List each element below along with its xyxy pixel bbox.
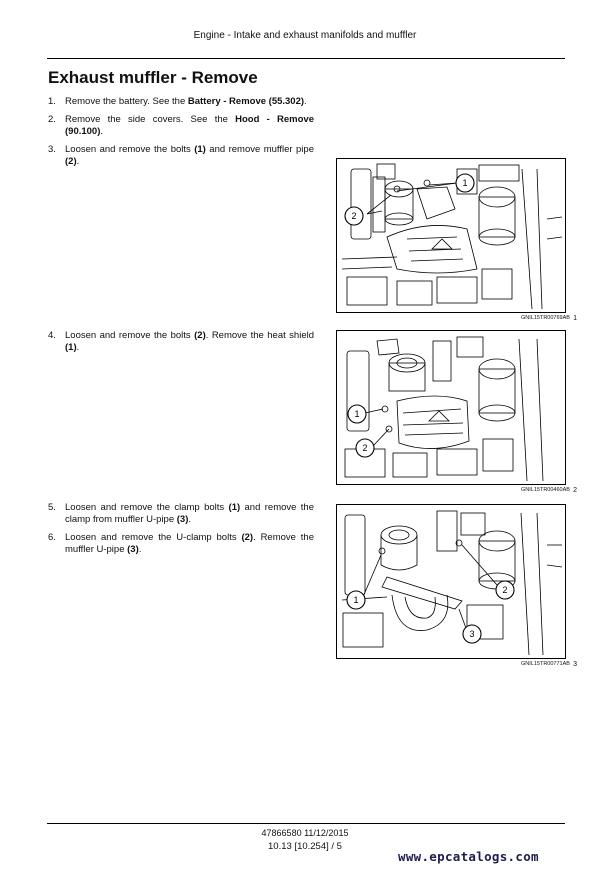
step-item: [48, 532, 314, 556]
engine-illustration-1: [337, 159, 565, 312]
svg-text:1: 1: [462, 178, 468, 188]
step-reference: (1): [228, 502, 241, 513]
watermark-text: www.epcatalogs.com: [398, 849, 539, 864]
figure-code: GNIL15TR00769AB: [521, 315, 570, 321]
svg-text:1: 1: [354, 409, 360, 419]
step-text: [65, 114, 314, 138]
step-text-run: Loosen and remove the bolts: [65, 144, 195, 155]
callout-2: [496, 581, 514, 599]
step-text: [65, 144, 314, 168]
figure-number: 3: [573, 661, 577, 668]
step-item: [48, 502, 314, 526]
figure-1-caption: [336, 315, 577, 322]
step-text-run: and remove muffler pipe: [205, 144, 314, 155]
step-reference: Hood - Remove: [235, 114, 314, 125]
callout-1: [348, 405, 366, 423]
step-text: [65, 96, 314, 108]
callout-3: [463, 625, 481, 643]
svg-text:2: 2: [362, 443, 368, 453]
figure-code: GNIL15TR00771AB: [521, 661, 570, 667]
step-text-run: Remove the side covers. See the: [65, 114, 236, 125]
step-reference: (1): [65, 342, 77, 353]
step-text-run: .: [188, 514, 192, 525]
figure-number: 2: [573, 487, 577, 494]
svg-text:3: 3: [469, 629, 475, 639]
step-text-run: .: [100, 126, 104, 137]
figure-1-illustration: [336, 158, 566, 313]
step-text: [65, 502, 314, 526]
step-reference: Battery - Remove: [187, 96, 267, 107]
step-number: 1.: [48, 96, 56, 107]
step-reference: (3): [176, 514, 189, 525]
step-text-run: Remove the battery. See the: [65, 96, 188, 107]
step-number: 5.: [48, 502, 56, 513]
step-item: [48, 114, 314, 138]
step-reference: (3): [127, 544, 139, 555]
step-number: 2.: [48, 114, 56, 125]
figure-code: GNIL15TR00460AB: [521, 487, 570, 493]
callout-1: [347, 591, 365, 609]
step-text-run: .: [76, 342, 80, 353]
step-text: [65, 532, 314, 556]
step-reference: (2): [65, 156, 77, 167]
figure-3-caption: [336, 661, 577, 668]
step-reference: (1): [194, 144, 206, 155]
figure-2-caption: [336, 487, 577, 494]
step-number: 4.: [48, 330, 56, 341]
footer-page-reference: 10.13 [10.254] / 5: [268, 841, 342, 852]
figure-2-illustration: [336, 330, 566, 485]
step-text-run: Loosen and remove the clamp bolts: [65, 502, 229, 513]
step-text-run: Loosen and remove the bolts: [65, 330, 195, 341]
step-reference: (90.100): [65, 126, 101, 137]
section-title: Exhaust muffler - Remove: [48, 68, 258, 87]
step-reference: (2): [194, 330, 206, 341]
step-item: [48, 96, 314, 108]
callout-1: [456, 174, 474, 192]
step-text-run: .: [138, 544, 142, 555]
footer-divider: [47, 823, 565, 824]
step-item: [48, 330, 314, 354]
step-text: [65, 330, 314, 354]
step-text-run: .: [76, 156, 80, 167]
step-text-run: . Remove the muffler U-pipe: [65, 532, 315, 555]
svg-text:2: 2: [502, 585, 508, 595]
step-reference: (55.302): [268, 96, 305, 107]
figure-number: 1: [573, 315, 577, 322]
steps-group-1: [48, 96, 314, 174]
steps-group-3: [48, 502, 314, 562]
footer-document-number: 47866580 11/12/2015: [261, 828, 349, 838]
step-text-run: and remove the clamp from muffler U-pipe: [65, 502, 314, 525]
step-reference: (2): [241, 532, 254, 543]
step-text-run: . Remove the heat shield: [205, 330, 314, 341]
step-text-run: .: [304, 96, 307, 107]
callout-2: [345, 207, 363, 225]
figure-3-illustration: [336, 504, 566, 659]
engine-illustration-2: [337, 331, 565, 484]
step-number: 3.: [48, 144, 56, 155]
callout-2: [356, 439, 374, 457]
step-item: [48, 144, 314, 168]
step-number: 6.: [48, 532, 56, 543]
engine-illustration-3: [337, 505, 565, 658]
svg-text:1: 1: [353, 595, 359, 605]
step-text-run: Loosen and remove the U-clamp bolts: [65, 532, 242, 543]
svg-text:2: 2: [351, 211, 357, 221]
header-divider: [47, 58, 565, 59]
page-header-title: Engine - Intake and exhaust manifolds and muffler: [193, 30, 417, 41]
steps-group-2: [48, 330, 314, 360]
